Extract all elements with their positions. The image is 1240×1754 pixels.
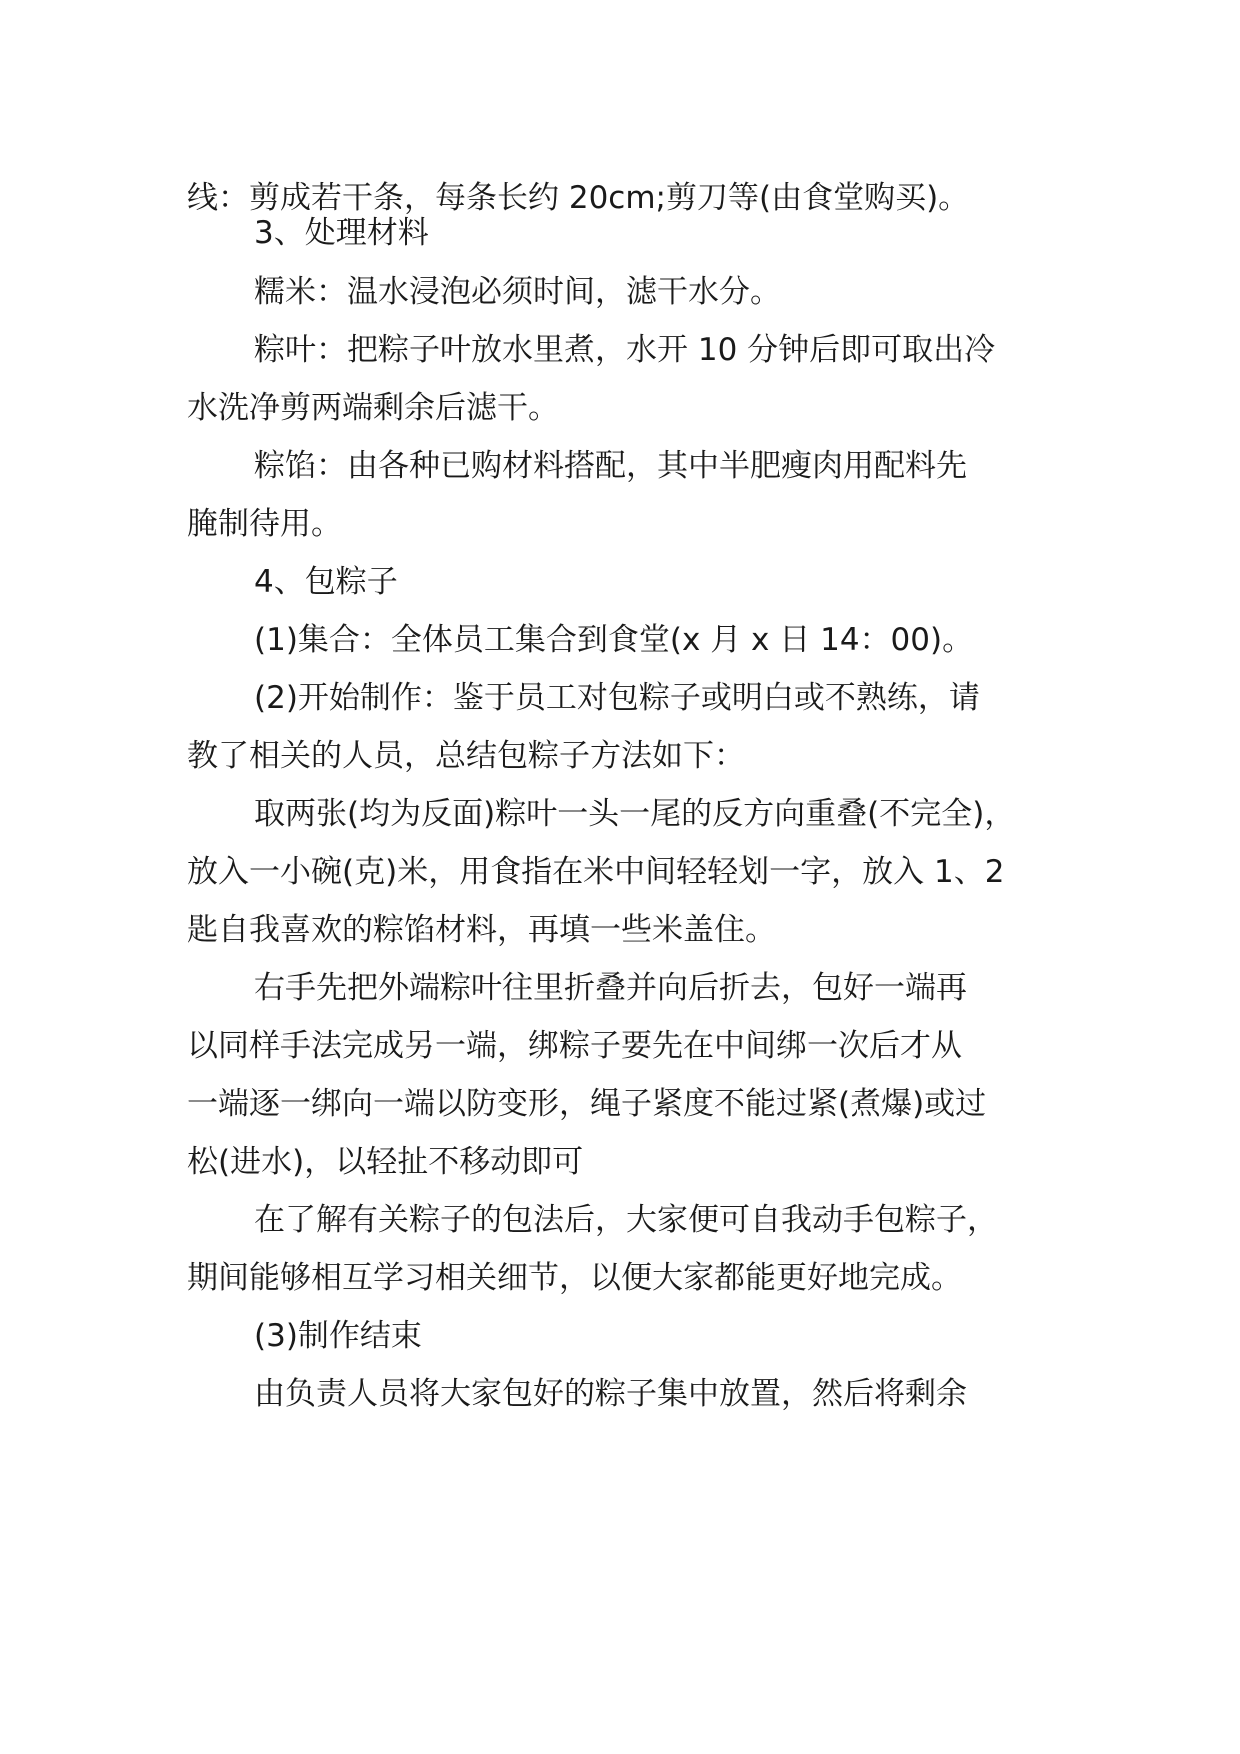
text-line: 水洗净剪两端剩余后滤干。 [187, 390, 559, 426]
section-heading: 4、包粽子 [254, 564, 398, 600]
text-line: 粽叶：把粽子叶放水里煮，水开 10 分钟后即可取出冷 [254, 332, 996, 368]
text-line: 期间能够相互学习相关细节，以便大家都能更好地完成。 [187, 1260, 962, 1296]
text-line: (1)集合：全体员工集合到食堂(x 月 x 日 14：00)。 [254, 622, 974, 658]
text-line: 一端逐一绑向一端以防变形，绳子紧度不能过紧(煮爆)或过 [187, 1086, 987, 1122]
text-line: 由负责人员将大家包好的粽子集中放置，然后将剩余 [254, 1376, 967, 1412]
text-line: 粽馅：由各种已购材料搭配，其中半肥瘦肉用配料先 [254, 448, 967, 484]
text-line: 松(进水)，以轻扯不移动即可 [187, 1144, 584, 1180]
text-line: 取两张(均为反面)粽叶一头一尾的反方向重叠(不完全)， [254, 796, 1016, 832]
text-line: 匙自我喜欢的粽馅材料，再填一些米盖住。 [187, 912, 776, 948]
text-line: 教了相关的人员，总结包粽子方法如下： [187, 738, 745, 774]
text-line: 糯米：温水浸泡必须时间，滤干水分。 [254, 274, 781, 310]
text-line: 放入一小碗(克)米，用食指在米中间轻轻划一字，放入 1、2 [187, 854, 1005, 890]
text-line: 腌制待用。 [187, 506, 342, 542]
text-line: 在了解有关粽子的包法后，大家便可自我动手包粽子， [254, 1202, 998, 1238]
text-line: 线：剪成若干条，每条长约 20cm;剪刀等(由食堂购买)。 [187, 180, 970, 216]
section-heading: (3)制作结束 [254, 1318, 422, 1354]
text-line: 右手先把外端粽叶往里折叠并向后折去，包好一端再 [254, 970, 967, 1006]
text-line: (2)开始制作：鉴于员工对包粽子或明白或不熟练，请 [254, 680, 980, 716]
text-line: 以同样手法完成另一端，绑粽子要先在中间绑一次后才从 [187, 1028, 962, 1064]
section-heading: 3、处理材料 [254, 215, 429, 251]
